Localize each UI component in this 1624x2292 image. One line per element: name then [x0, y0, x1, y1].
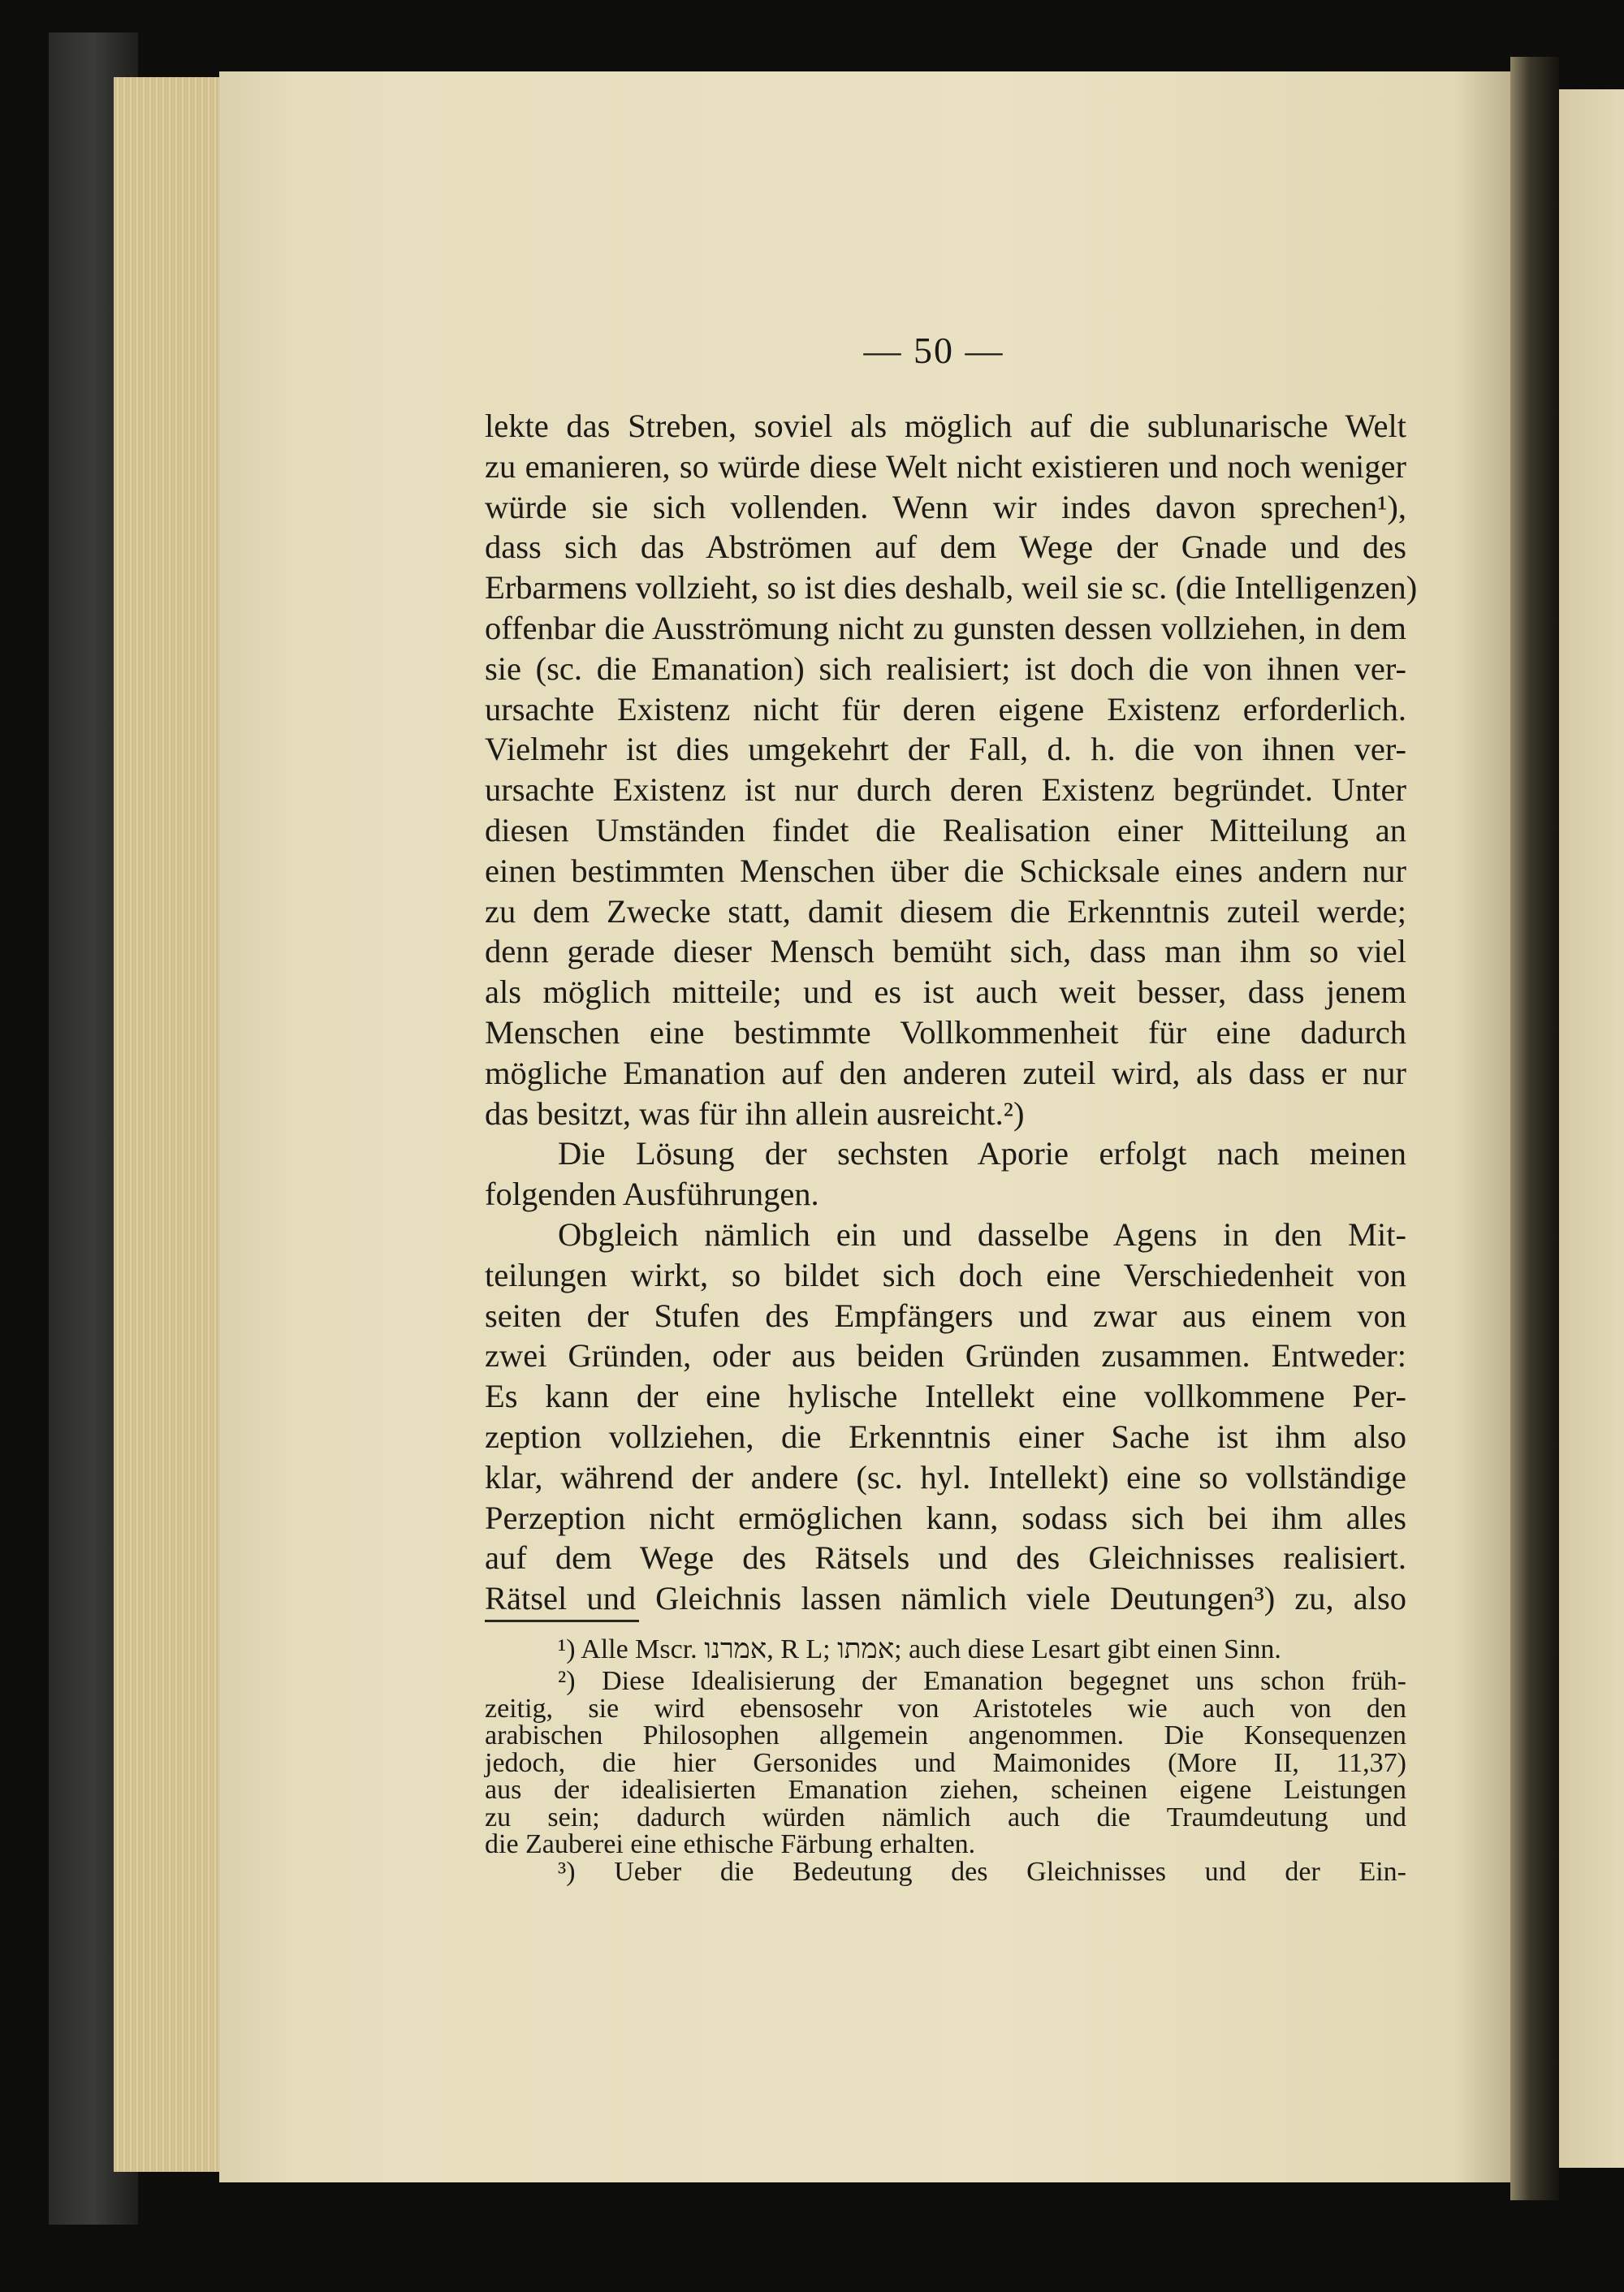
text-line: zeption vollziehen, die Erkenntnis einer Sache ist ihm also	[485, 1418, 1406, 1455]
text-line: offenbar die Ausströmung nicht zu gunsten dessen vollziehen, in dem	[485, 609, 1406, 646]
text-line: Vielmehr ist dies umgekehrt der Fall, d. h. die von ihnen ver-	[485, 731, 1406, 768]
text-line: folgenden Ausführungen.	[485, 1176, 819, 1213]
text-line: seiten der Stufen des Empfängers und zwar aus einem von	[485, 1297, 1406, 1334]
text-line: Obgleich nämlich ein und dasselbe Agens in den Mit-	[558, 1215, 1406, 1253]
facing-page-edge	[1559, 89, 1624, 2168]
text-line: auf dem Wege des Rätsels und des Gleichnisses realisiert.	[485, 1539, 1406, 1577]
text-line: Die Lösung der sechsten Aporie erfolgt nach meinen	[558, 1135, 1406, 1172]
text-line: Perzeption nicht ermöglichen kann, sodass sich bei ihm alles	[485, 1499, 1406, 1536]
text-line: Rätsel und Gleichnis lassen nämlich viele Deutungen³) zu, also	[485, 1580, 1406, 1617]
text-line: lekte das Streben, soviel als möglich auf die sublunarische Welt	[485, 408, 1406, 444]
text-line: das besitzt, was für ihn allein ausreicht.²)	[485, 1094, 1025, 1132]
page-number: — 50 —	[863, 330, 1004, 371]
footnotes	[485, 1632, 1406, 1885]
text-line: sie (sc. die Emanation) sich realisiert; ist doch die von ihnen ver-	[485, 650, 1406, 687]
footnote-line: zu sein; dadurch würden nämlich auch die Traumdeutung und	[485, 1802, 1406, 1832]
footnote-line: ³) Ueber die Bedeutung des Gleichnisses und der Ein-	[558, 1856, 1406, 1887]
text-line: als möglich mitteile; und es ist auch weit besser, dass jenem	[485, 973, 1406, 1011]
footnote-line: zeitig, sie wird ebensosehr von Aristoteles wie auch von den	[485, 1693, 1406, 1724]
text-line: ursachte Existenz nicht für deren eigene Existenz erforderlich.	[485, 690, 1406, 727]
footnote-line: ¹) Alle Mscr. אמרנו, R L; אמתו; auch diese Lesart gibt einen Sinn.	[558, 1634, 1281, 1664]
text-line: würde sie sich vollenden. Wenn wir indes davon sprechen¹),	[485, 488, 1406, 525]
text-line: mögliche Emanation auf den anderen zuteil wird, als dass er nur	[485, 1054, 1406, 1091]
footnote-line: arabischen Philosophen allgemein angenommen. Die Konsequenzen	[485, 1720, 1406, 1750]
text-line: diesen Umständen findet die Realisation einer Mitteilung an	[485, 811, 1406, 848]
footnote-line: die Zauberei eine ethische Färbung erhalten.	[485, 1829, 976, 1859]
footnote-line: jedoch, die hier Gersonides und Maimonides (More II, 11,37)	[485, 1747, 1406, 1778]
text-line: zwei Gründen, oder aus beiden Gründen zusammen. Entweder:	[485, 1337, 1406, 1375]
text-line: zu emanieren, so würde diese Welt nicht existieren und noch weniger	[485, 447, 1406, 485]
text-line: Menschen eine bestimmte Vollkommenheit für eine dadurch	[485, 1013, 1406, 1051]
footnote-line: ²) Diese Idealisierung der Emanation begegnet uns schon früh-	[558, 1666, 1406, 1696]
text-line: klar, während der andere (sc. hyl. Intellekt) eine so vollständige	[485, 1458, 1406, 1496]
footnote-rule	[485, 1620, 639, 1622]
text-line: zu dem Zwecke statt, damit diesem die Erkenntnis zuteil werde;	[485, 892, 1406, 930]
text-line: einen bestimmten Menschen über die Schicksale eines andern nur	[485, 852, 1406, 889]
body-text	[485, 406, 1418, 1619]
footnote-line: aus der idealisierten Emanation ziehen, scheinen eigene Leistungen	[485, 1775, 1406, 1805]
book-gutter	[1510, 57, 1559, 2200]
text-line: Es kann der eine hylische Intellekt eine vollkommene Per-	[485, 1378, 1406, 1415]
text-line: Erbarmens vollzieht, so ist dies deshalb, weil sie sc. (die Intelligenzen)	[485, 569, 1418, 606]
text-line: dass sich das Abströmen auf dem Wege der Gnade und des	[485, 529, 1406, 566]
text-line: denn gerade dieser Mensch bemüht sich, dass man ihm so viel	[485, 933, 1406, 970]
text-line: teilungen wirkt, so bildet sich doch eine Verschiedenheit von	[485, 1256, 1406, 1293]
page-stack-edge	[114, 77, 223, 2172]
text-line: ursachte Existenz ist nur durch deren Existenz begründet. Unter	[485, 771, 1406, 809]
